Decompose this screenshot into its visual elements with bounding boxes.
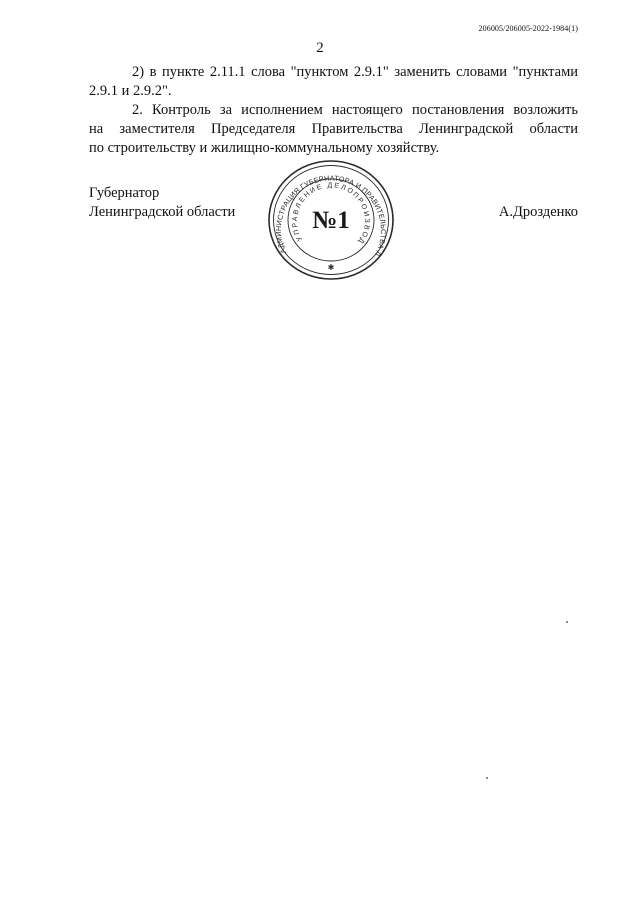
- paragraph-1-line-1: 2) в пункте 2.11.1 слова "пунктом 2.9.1" заменить словами "пунктами: [132, 64, 578, 80]
- scan-speck: [486, 777, 488, 779]
- seal-star-icon: ✱: [327, 263, 335, 272]
- scan-speck: [566, 621, 568, 623]
- document-id: 206005/206005-2022-1984(1): [478, 24, 578, 33]
- official-seal-stamp: [266, 158, 396, 282]
- paragraph-1-line-2: 2.9.1 и 2.9.2".: [89, 83, 172, 99]
- paragraph-2-line-3: по строительству и жилищно-коммунальному хозяйству.: [89, 140, 440, 156]
- seal-graphic: [266, 158, 396, 282]
- seal-inner-text: УПРАВЛЕНИЕ ДЕЛОПРОИЗВОД: [291, 182, 371, 246]
- document-body: [89, 63, 578, 158]
- seal-number: №1: [312, 207, 350, 234]
- paragraph-2-line-1: 2. Контроль за исполнением настоящего постановления возложить: [132, 102, 578, 118]
- signatory-title: [89, 184, 235, 222]
- signatory-title-line-2: Ленинградской области: [89, 204, 236, 220]
- signatory-name: А.Дрозденко: [498, 204, 578, 220]
- page-number: 2: [316, 40, 324, 56]
- signatory-title-line-1: Губернатор: [89, 185, 160, 201]
- paragraph-2-line-2: на заместителя Председателя Правительства Ленинградской области: [89, 121, 578, 137]
- seal-outer-text: АДМИНИСТРАЦИЯ ГУБЕРНАТОРА И ПРАВИТЕЛЬСТВА Л: [273, 173, 389, 258]
